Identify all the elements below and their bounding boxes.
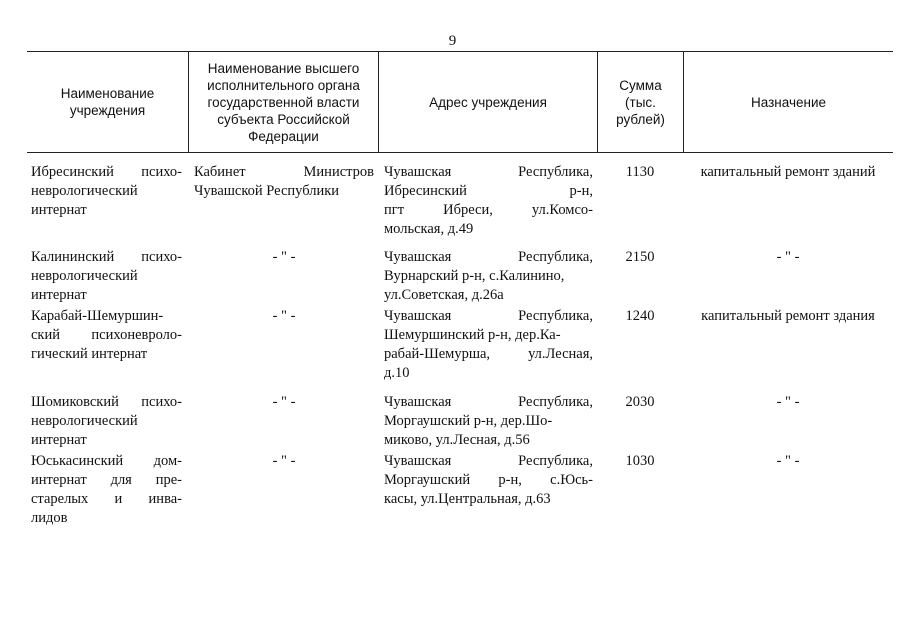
address-line: Вурнарский р-н, с.Калинино, [384, 268, 565, 284]
institution-name-line: лидов [31, 510, 68, 526]
address-cell [378, 452, 597, 528]
institution-name-word: психоневроло- [91, 327, 182, 343]
address-cell [378, 248, 597, 305]
organ-line [194, 163, 374, 182]
institution-name-line [31, 471, 182, 490]
address-line: ул.Советская, д.26а [384, 287, 504, 303]
header-sum [597, 52, 683, 152]
institution-name-word: психо- [141, 394, 182, 410]
institution-name-line [31, 393, 182, 412]
address-line [384, 345, 593, 364]
address-line: Шемуршинский р-н, дер.Ка- [384, 327, 561, 343]
institution-name-line: гический интернат [31, 346, 148, 362]
header-organ-line: исполнительного органа [207, 77, 360, 93]
address-word: ул.Лесная, [528, 346, 593, 362]
organ-cell [188, 452, 378, 528]
institution-name-word: психо- [141, 249, 182, 265]
organ-cell [188, 307, 378, 383]
address-word: с.Юсь- [550, 472, 593, 488]
address-word: Чувашская [384, 394, 452, 410]
institution-name-line [31, 452, 182, 471]
address-word: пгт [384, 202, 405, 218]
address-line: миково, ул.Лесная, д.56 [384, 432, 530, 448]
organ-cell [188, 163, 378, 239]
address-word: Республика, [518, 308, 593, 324]
institution-name-line [31, 248, 182, 267]
institution-name-line: неврологический [31, 413, 138, 429]
address-word: Республика, [518, 394, 593, 410]
institution-name-word: дом- [153, 453, 182, 469]
organ-line: Чувашской Республики [194, 183, 340, 199]
institution-name-word: Калининский [31, 249, 115, 265]
address-word: Республика, [518, 453, 593, 469]
address-cell [378, 163, 597, 239]
address-line: д.10 [384, 365, 410, 381]
sum-cell: 1240 [625, 308, 655, 324]
institution-name-cell [27, 452, 188, 528]
purpose-cell: капитальный ремонт зданий [700, 164, 876, 180]
institution-name-cell [27, 393, 188, 450]
institution-name-cell [27, 163, 188, 239]
institution-name-word: для [110, 472, 132, 488]
header-name [27, 52, 188, 152]
institution-name-line: интернат [31, 287, 87, 303]
address-line [384, 393, 593, 412]
address-line [384, 471, 593, 490]
institution-name-line [31, 490, 182, 509]
header-sum-line: рублей) [616, 111, 665, 127]
address-line: мольская, д.49 [384, 221, 474, 237]
table-row [27, 452, 893, 528]
address-line: касы, ул.Центральная, д.63 [384, 491, 551, 507]
purpose-cell: - " - [776, 394, 800, 410]
institution-name-line: интернат [31, 202, 87, 218]
header-sum-line: (тыс. [625, 94, 656, 110]
header-organ-line: Наименование высшего [207, 60, 360, 76]
address-line [384, 248, 593, 267]
address-line [384, 307, 593, 326]
sum-cell: 2030 [625, 394, 655, 410]
address-word: Моргаушский [384, 472, 471, 488]
address-word: Чувашская [384, 164, 452, 180]
address-word: Ибресинский [384, 183, 467, 199]
institution-name-line: Карабай-Шемуршин- [31, 308, 164, 324]
institution-name-word: Шомиковский [31, 394, 119, 410]
institution-name-word: пре- [155, 472, 182, 488]
address-line [384, 452, 593, 471]
purpose-cell: капитальный ремонт здания [701, 308, 875, 324]
page-number: 9 [448, 33, 457, 49]
address-word: р-н, [569, 183, 593, 199]
organ-cell [188, 248, 378, 305]
address-line [384, 163, 593, 182]
institution-name-word: Ибресинский [31, 164, 114, 180]
institution-name-word: интернат [31, 472, 87, 488]
purpose-cell: - " - [776, 453, 800, 469]
header-organ-line: Федерации [248, 128, 319, 144]
address-word: Ибреси, [443, 202, 493, 218]
address-word: р-н, [498, 472, 522, 488]
table-row [27, 393, 893, 450]
institution-name-line: неврологический [31, 268, 138, 284]
header-address [378, 52, 597, 152]
header-purpose-line: Назначение [750, 94, 826, 110]
address-word: Чувашская [384, 453, 452, 469]
header-organ [188, 52, 378, 152]
institution-name-line [31, 163, 182, 182]
address-line [384, 201, 593, 220]
address-word: Республика, [518, 164, 593, 180]
sum-cell: 1130 [625, 164, 655, 180]
purpose-cell: - " - [776, 249, 800, 265]
institution-name-word: ский [31, 327, 60, 343]
address-line [384, 182, 593, 201]
sum-cell: 2150 [625, 249, 655, 265]
header-sum-line: Сумма [619, 77, 662, 93]
institution-name-line [31, 326, 182, 345]
institution-name-word: Юськасинский [31, 453, 124, 469]
header-name-line: учреждения [69, 103, 146, 118]
table-row [27, 307, 893, 383]
institution-name-line: неврологический [31, 183, 138, 199]
table-row [27, 163, 893, 239]
header-organ-line: субъекта Российской [217, 111, 350, 127]
sum-cell: 1030 [625, 453, 655, 469]
institution-name-word: психо- [141, 164, 182, 180]
table-row [27, 248, 893, 305]
organ-word: Кабинет [194, 164, 246, 180]
organ-line: - " - [272, 453, 296, 469]
organ-word: Министров [303, 164, 374, 180]
table-body [27, 153, 893, 528]
address-word: рабай-Шемурша, [384, 346, 491, 362]
address-word: Чувашская [384, 308, 452, 324]
address-word: Республика, [518, 249, 593, 265]
address-cell [378, 393, 597, 450]
organ-line: - " - [272, 249, 296, 265]
header-name-line: Наименование [60, 86, 155, 101]
institution-name-cell [27, 307, 188, 383]
header-purpose [683, 52, 893, 152]
institution-name-word: и [114, 491, 123, 507]
header-address-line: Адрес учреждения [429, 94, 547, 110]
address-cell [378, 307, 597, 383]
institution-name-word: старелых [31, 491, 89, 507]
organ-cell [188, 393, 378, 450]
address-word: Чувашская [384, 249, 452, 265]
header-organ-line: государственной власти [207, 94, 360, 110]
organ-line: - " - [272, 308, 296, 324]
institution-name-line: интернат [31, 432, 87, 448]
address-line: Моргаушский р-н, дер.Шо- [384, 413, 553, 429]
institution-name-cell [27, 248, 188, 305]
institution-name-word: инва- [148, 491, 182, 507]
address-word: ул.Комсо- [531, 202, 593, 218]
organ-line: - " - [272, 394, 296, 410]
funding-table [27, 51, 893, 528]
table-header [27, 51, 893, 153]
